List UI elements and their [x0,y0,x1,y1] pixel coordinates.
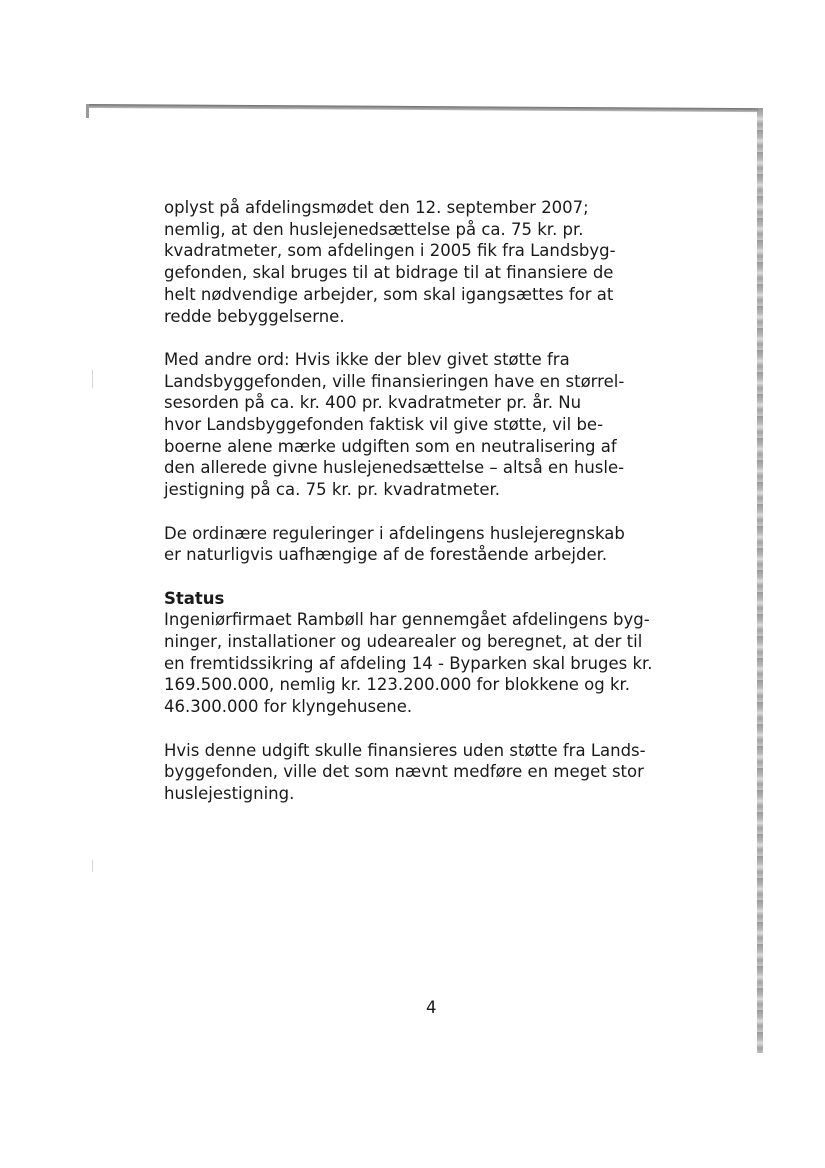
status-section [164,588,704,718]
text-line: De ordinære reguleringer i afdelingens huslejeregnskab [164,523,625,543]
page-top-edge [88,104,758,112]
text-line: Hvis denne udgift skulle finansieres uden støtte fra Lands- [164,740,646,760]
text-line: huslejestigning. [164,783,295,803]
text-line: boerne alene mærke udgiften som en neutralisering af [164,436,617,456]
text-line: ninger, installationer og udearealer og beregnet, at der til [164,632,643,652]
text-line: Landsbyggefonden, ville finansieringen have en størrel- [164,371,625,391]
paragraph-gap [164,566,704,588]
text-line: Med andre ord: Hvis ikke der blev givet støtte fra [164,349,570,369]
paragraph-gap [164,501,704,523]
page-top-corner [86,104,89,118]
text-line: gefonden, skal bruges til at bidrage til at finansiere de [164,263,614,283]
text-line: kvadratmeter, som afdelingen i 2005 fik fra Landsbyg- [164,241,616,261]
text-line: nemlig, at den huslejenedsættelse på ca. 75 kr. pr. [164,219,584,239]
text-line: sesorden på ca. kr. 400 pr. kvadratmeter pr. år. Nu [164,393,582,413]
paragraph-5 [164,740,704,805]
text-line: hvor Landsbyggefonden faktisk vil give støtte, vil be- [164,415,604,435]
scan-speck [92,860,93,872]
text-line: den allerede givne huslejenedsættelse – altså en husle- [164,458,625,478]
text-line: 169.500.000, nemlig kr. 123.200.000 for blokkene og kr. [164,675,631,695]
text-line: helt nødvendige arbejder, som skal igangsættes for at [164,284,614,304]
text-line: jestigning på ca. 75 kr. pr. kvadratmeter. [164,480,500,500]
text-line: er naturligvis uafhængige af de forestående arbejder. [164,545,608,565]
text-line: en fremtidssikring af afdeling 14 - Byparken skal bruges kr. [164,653,653,673]
scan-speck [92,370,93,388]
text-line: Ingeniørfirmaet Rambøll har gennemgået afdelingens byg- [164,610,650,630]
status-heading: Status [164,588,225,608]
page-content [164,197,704,805]
paragraph-3 [164,523,704,566]
page-number: 4 [426,998,437,1017]
text-line: oplyst på afdelingsmødet den 12. september 2007; [164,198,589,217]
paragraph-2 [164,349,704,501]
paragraph-gap [164,327,704,349]
page-right-edge [757,108,763,1053]
text-line: byggefonden, ville det som nævnt medføre en meget stor [164,762,644,782]
paragraph-gap [164,718,704,740]
paragraph-1 [164,197,704,327]
text-line: redde bebyggelserne. [164,306,345,326]
text-line: 46.300.000 for klyngehusene. [164,697,413,717]
